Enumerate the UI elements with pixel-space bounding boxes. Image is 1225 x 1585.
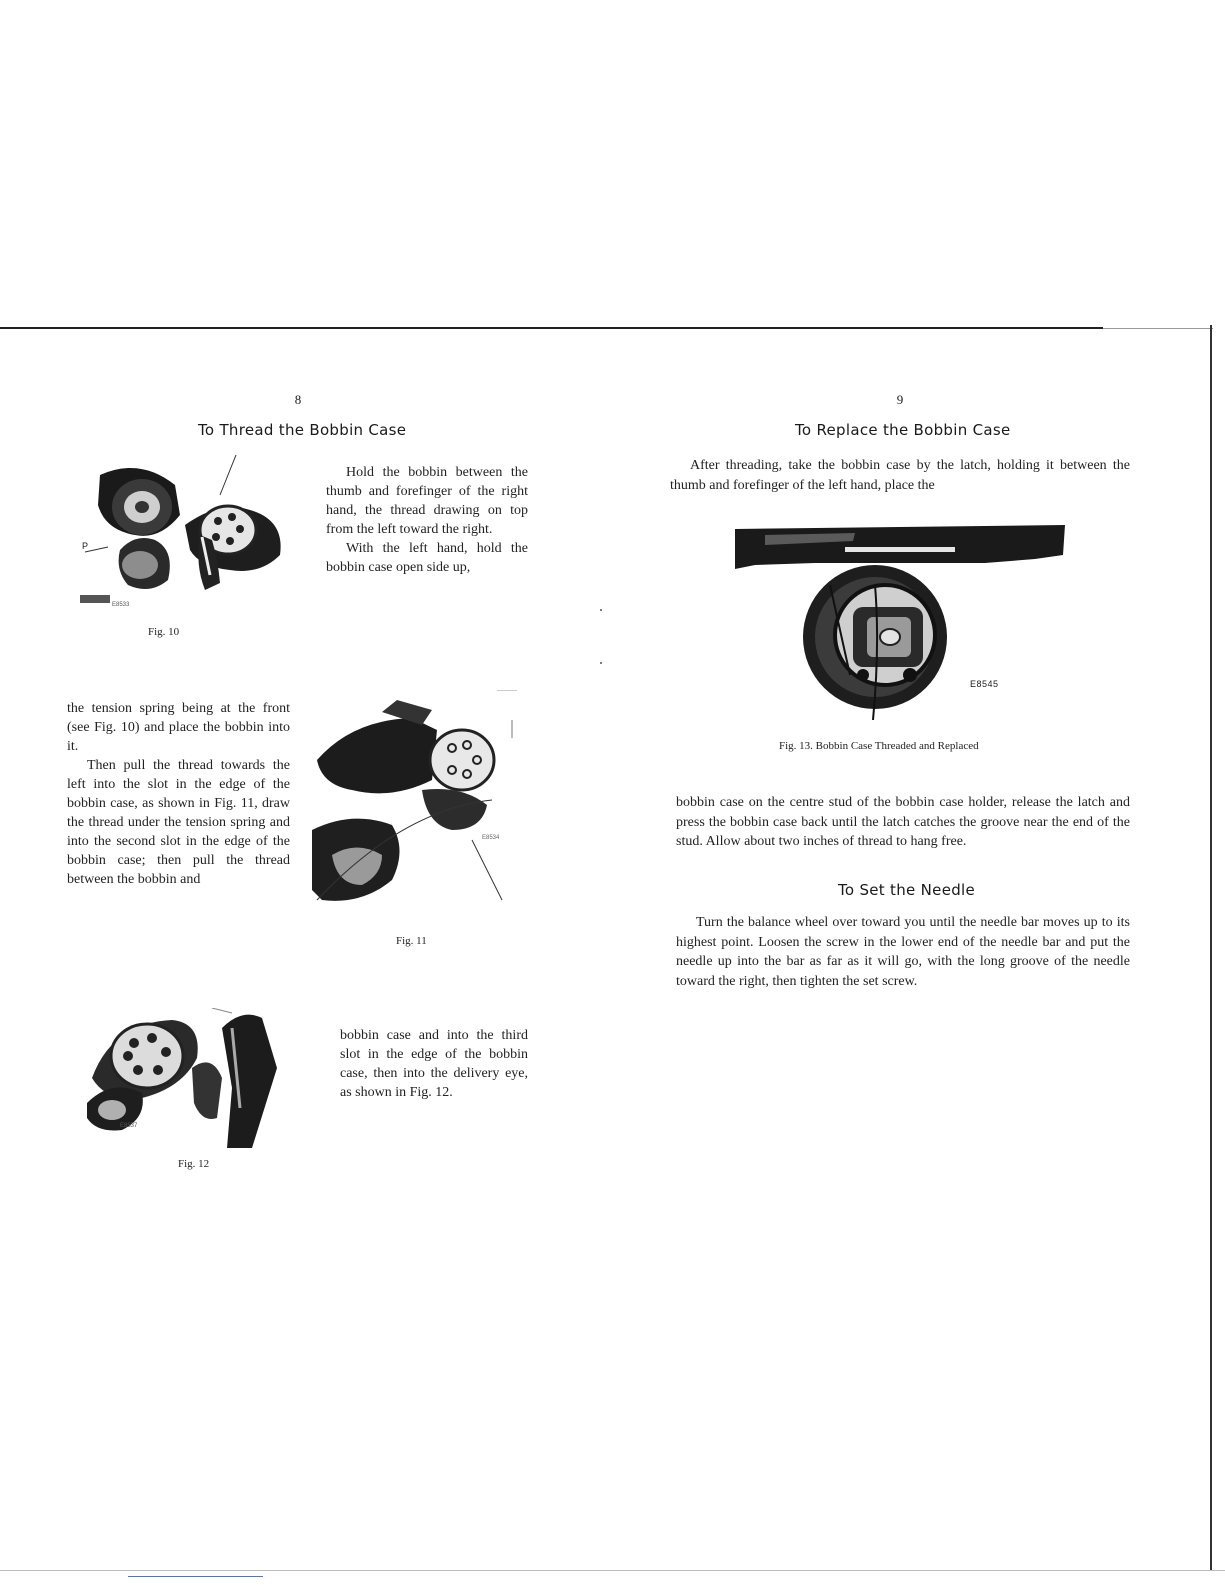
- left-page-number: 8: [294, 392, 302, 407]
- fig10-photo-code: E8533: [112, 602, 130, 608]
- right-page-subtitle: To Set the Needle: [838, 881, 976, 899]
- top-border-line: [0, 327, 1103, 329]
- left-text-block-2: [67, 699, 290, 889]
- fig11-caption: Fig. 11: [396, 935, 427, 947]
- left-page-title: To Thread the Bobbin Case: [198, 421, 407, 439]
- right-text-block-3: [676, 913, 1130, 991]
- left-paragraph: Hold the bobbin between the thumb and forefinger of the right hand, the thread drawing on top from the left toward the right.: [326, 465, 528, 537]
- fig12-photo: [82, 1008, 292, 1148]
- left-text-block-3: [340, 1026, 528, 1102]
- fig11-photo-code: E8534: [482, 835, 500, 841]
- right-paragraph: Turn the balance wheel over toward you until the needle bar moves up to its highest point. Loosen the screw in the lower end of the needle bar and put the needle up into the bar as far as it will go, with the long groove of the needle toward the right, then tighten the set screw.: [676, 915, 1130, 989]
- right-border-line: [1210, 325, 1212, 1570]
- left-paragraph: With the left hand, hold the bobbin case open side up,: [326, 541, 528, 575]
- fig13-photo-code: E8545: [970, 679, 999, 689]
- fig13-photo: [735, 525, 1065, 720]
- left-text-block-1: [326, 463, 528, 577]
- fig12-photo-code: E8537: [120, 1123, 138, 1129]
- right-paragraph: bobbin case on the centre stud of the bobbin case holder, release the latch and press the bobbin case back until the latch catches the groove near the end of the stud. Allow about two inches of thread to hang free.: [676, 795, 1130, 849]
- scan-speck: [600, 662, 602, 664]
- fig12-caption: Fig. 12: [178, 1158, 210, 1170]
- fig10-photo: [80, 455, 288, 615]
- fig10-pointer-label: P: [82, 541, 89, 551]
- bottom-border-line: [0, 1570, 1225, 1571]
- left-paragraph: Then pull the thread towards the left into the slot in the edge of the bobbin case, as shown in Fig. 11, draw the thread under the tension spring and into the second slot in the edge of the bobbin case; then pull the thread between the bobbin and: [67, 758, 290, 887]
- left-paragraph: the tension spring being at the front (see Fig. 10) and place the bobbin into it.: [67, 701, 290, 754]
- right-page-title: To Replace the Bobbin Case: [795, 421, 1011, 439]
- fig10-caption: Fig. 10: [148, 626, 180, 638]
- bottom-link-underline: [128, 1576, 263, 1577]
- top-border-line-tail: [1103, 328, 1213, 329]
- fig11-photo: [312, 690, 522, 915]
- right-paragraph: After threading, take the bobbin case by the latch, holding it between the thumb and forefinger of the left hand, place the: [670, 458, 1130, 493]
- fig13-caption: Fig. 13. Bobbin Case Threaded and Replaced: [779, 740, 979, 752]
- right-text-block-2: [676, 793, 1130, 852]
- right-page-number: 9: [896, 392, 904, 407]
- right-text-block-1: [670, 456, 1130, 495]
- left-paragraph: bobbin case and into the third slot in the edge of the bobbin case, then into the delivery eye, as shown in Fig. 12.: [340, 1028, 528, 1100]
- scan-speck: [600, 609, 602, 611]
